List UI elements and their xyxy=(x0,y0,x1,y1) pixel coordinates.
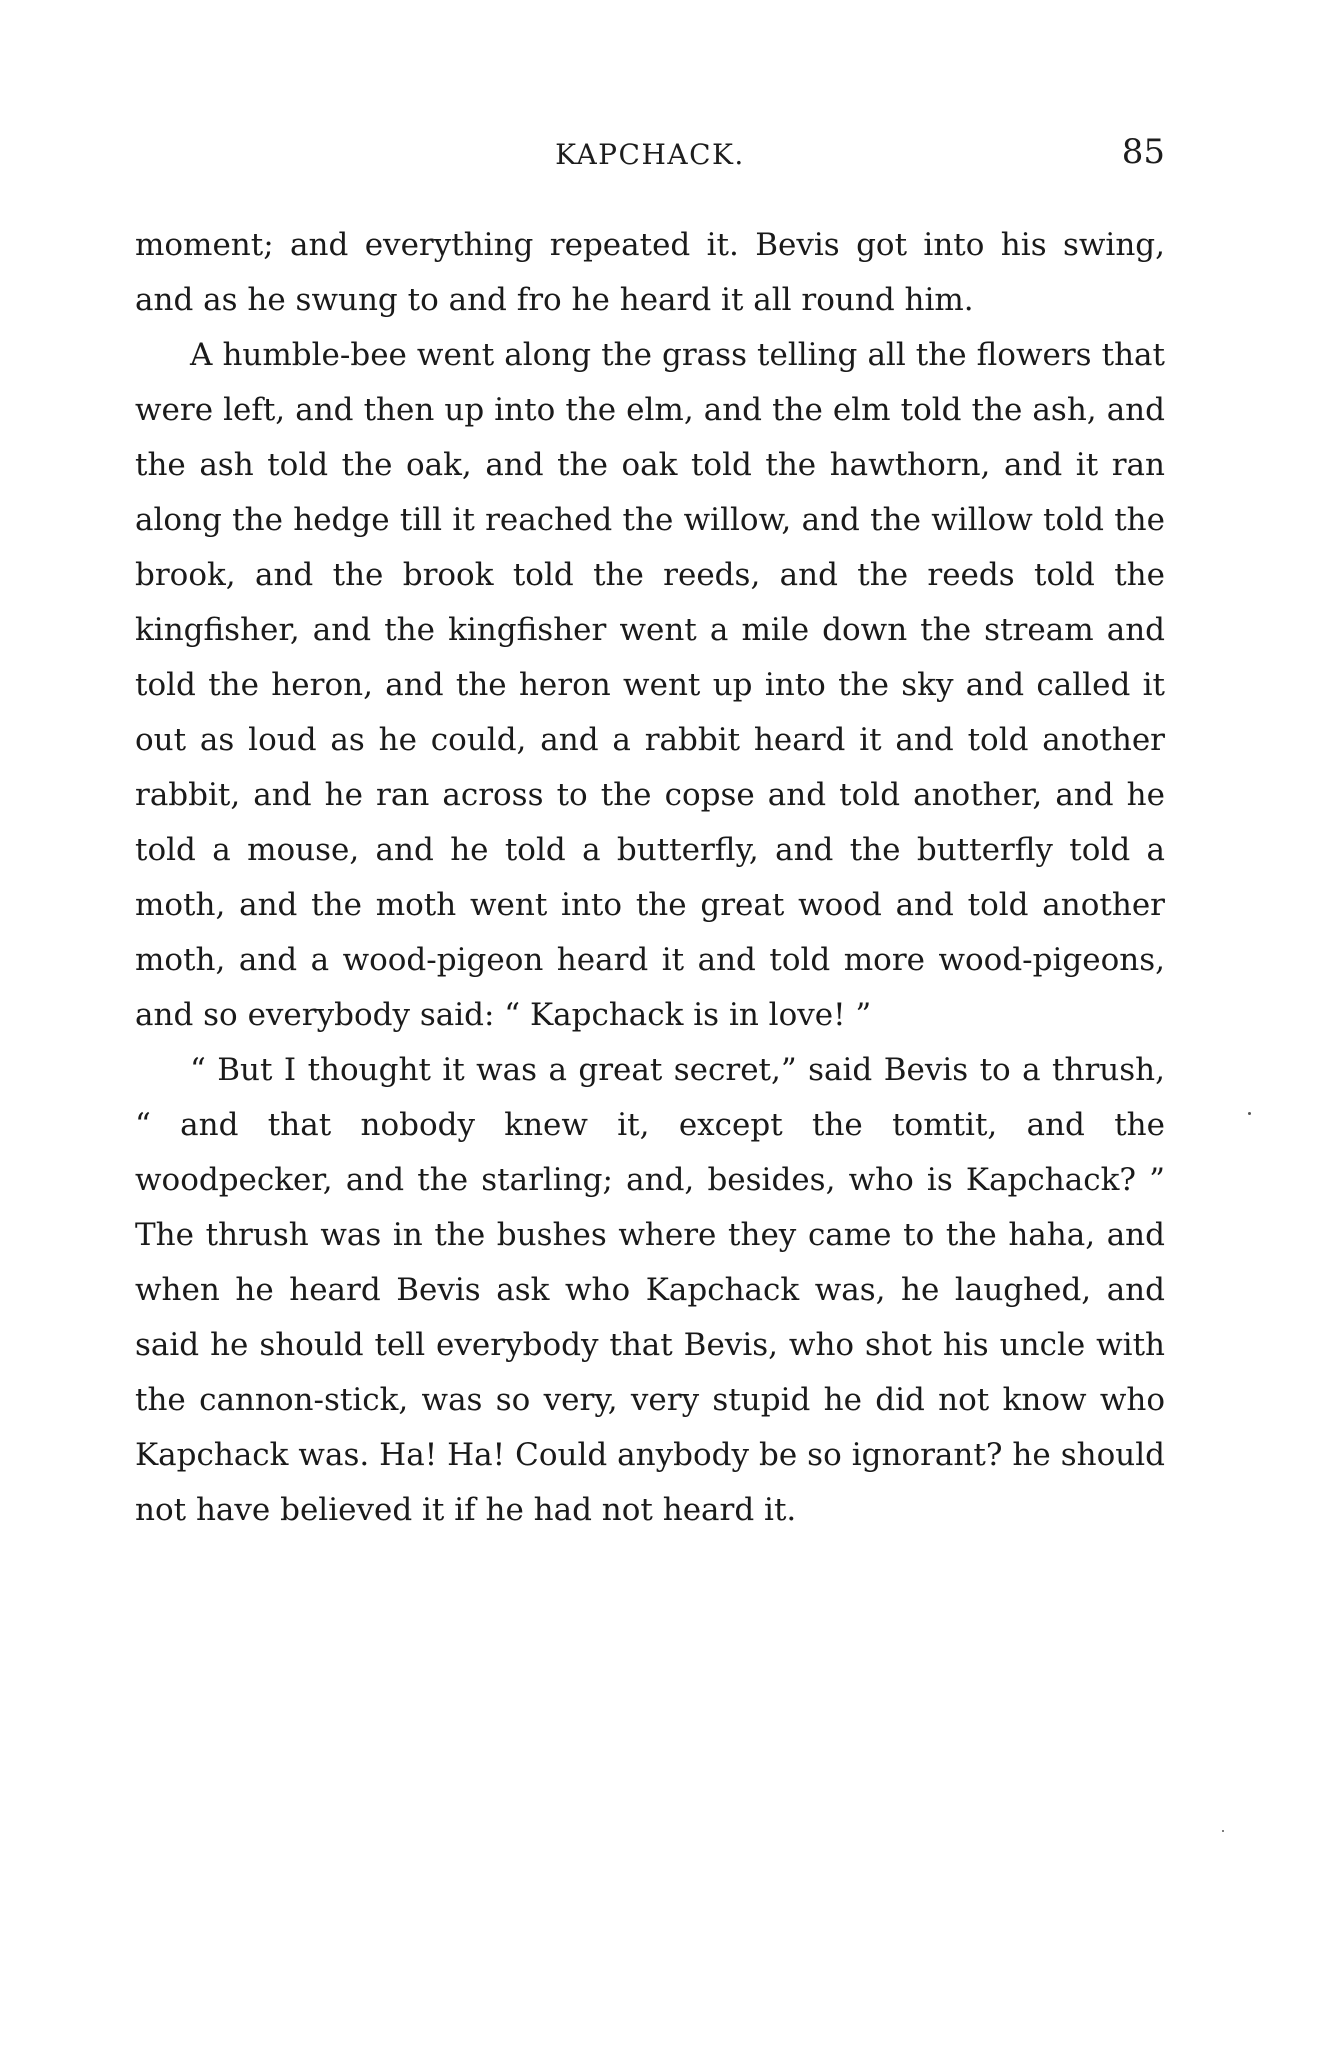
page-number: 85 xyxy=(1121,132,1165,172)
running-head xyxy=(135,132,1165,190)
paper-speck xyxy=(1222,1830,1224,1832)
paragraph-humble-bee: A humble-bee went along the grass telling all the flowers that were left, and then up into the elm, and the elm told the ash, and the ash told the oak, and the oak told the hawthorn, and it ran along the hedge till it reached the willow, and the willow told the brook, and the brook told the reeds, and the reeds told the kingfisher, and the kingfisher went a mile down the stream and told the heron, and the heron went up into the sky and called it out as loud as he could, and a rabbit heard it and told another rabbit, and he ran across to the copse and told another, and he told a mouse, and he told a butterfly, and the butterfly told a moth, and the moth went into the great wood and told another moth, and a wood-pigeon heard it and told more wood-pigeons, and so everybody said: “ Kapchack is in love! ” xyxy=(135,337,1165,1033)
paragraph-continued: moment; and everything repeated it. Bevis got into his swing, and as he swung to and fro he heard it all round him. xyxy=(135,227,1165,318)
running-title: KAPCHACK. xyxy=(555,138,745,171)
paper-speck xyxy=(1248,1112,1251,1115)
body-text xyxy=(135,218,1165,1538)
paragraph-thrush: “ But I thought it was a great secret,” said Bevis to a thrush, “ and that nobody knew it, except the tomtit, and the woodpecker, and the starling; and, besides, who is Kapchack? ” The thrush was in the bushes where they came to the haha, and when he heard Bevis ask who Kapchack was, he laughed, and said he should tell everybody that Bevis, who shot his uncle with the cannon-stick, was so very, very stupid he did not know who Kapchack was. Ha! Ha! Could anybody be so ignorant? he should not have believed it if he had not heard it. xyxy=(135,1052,1165,1528)
